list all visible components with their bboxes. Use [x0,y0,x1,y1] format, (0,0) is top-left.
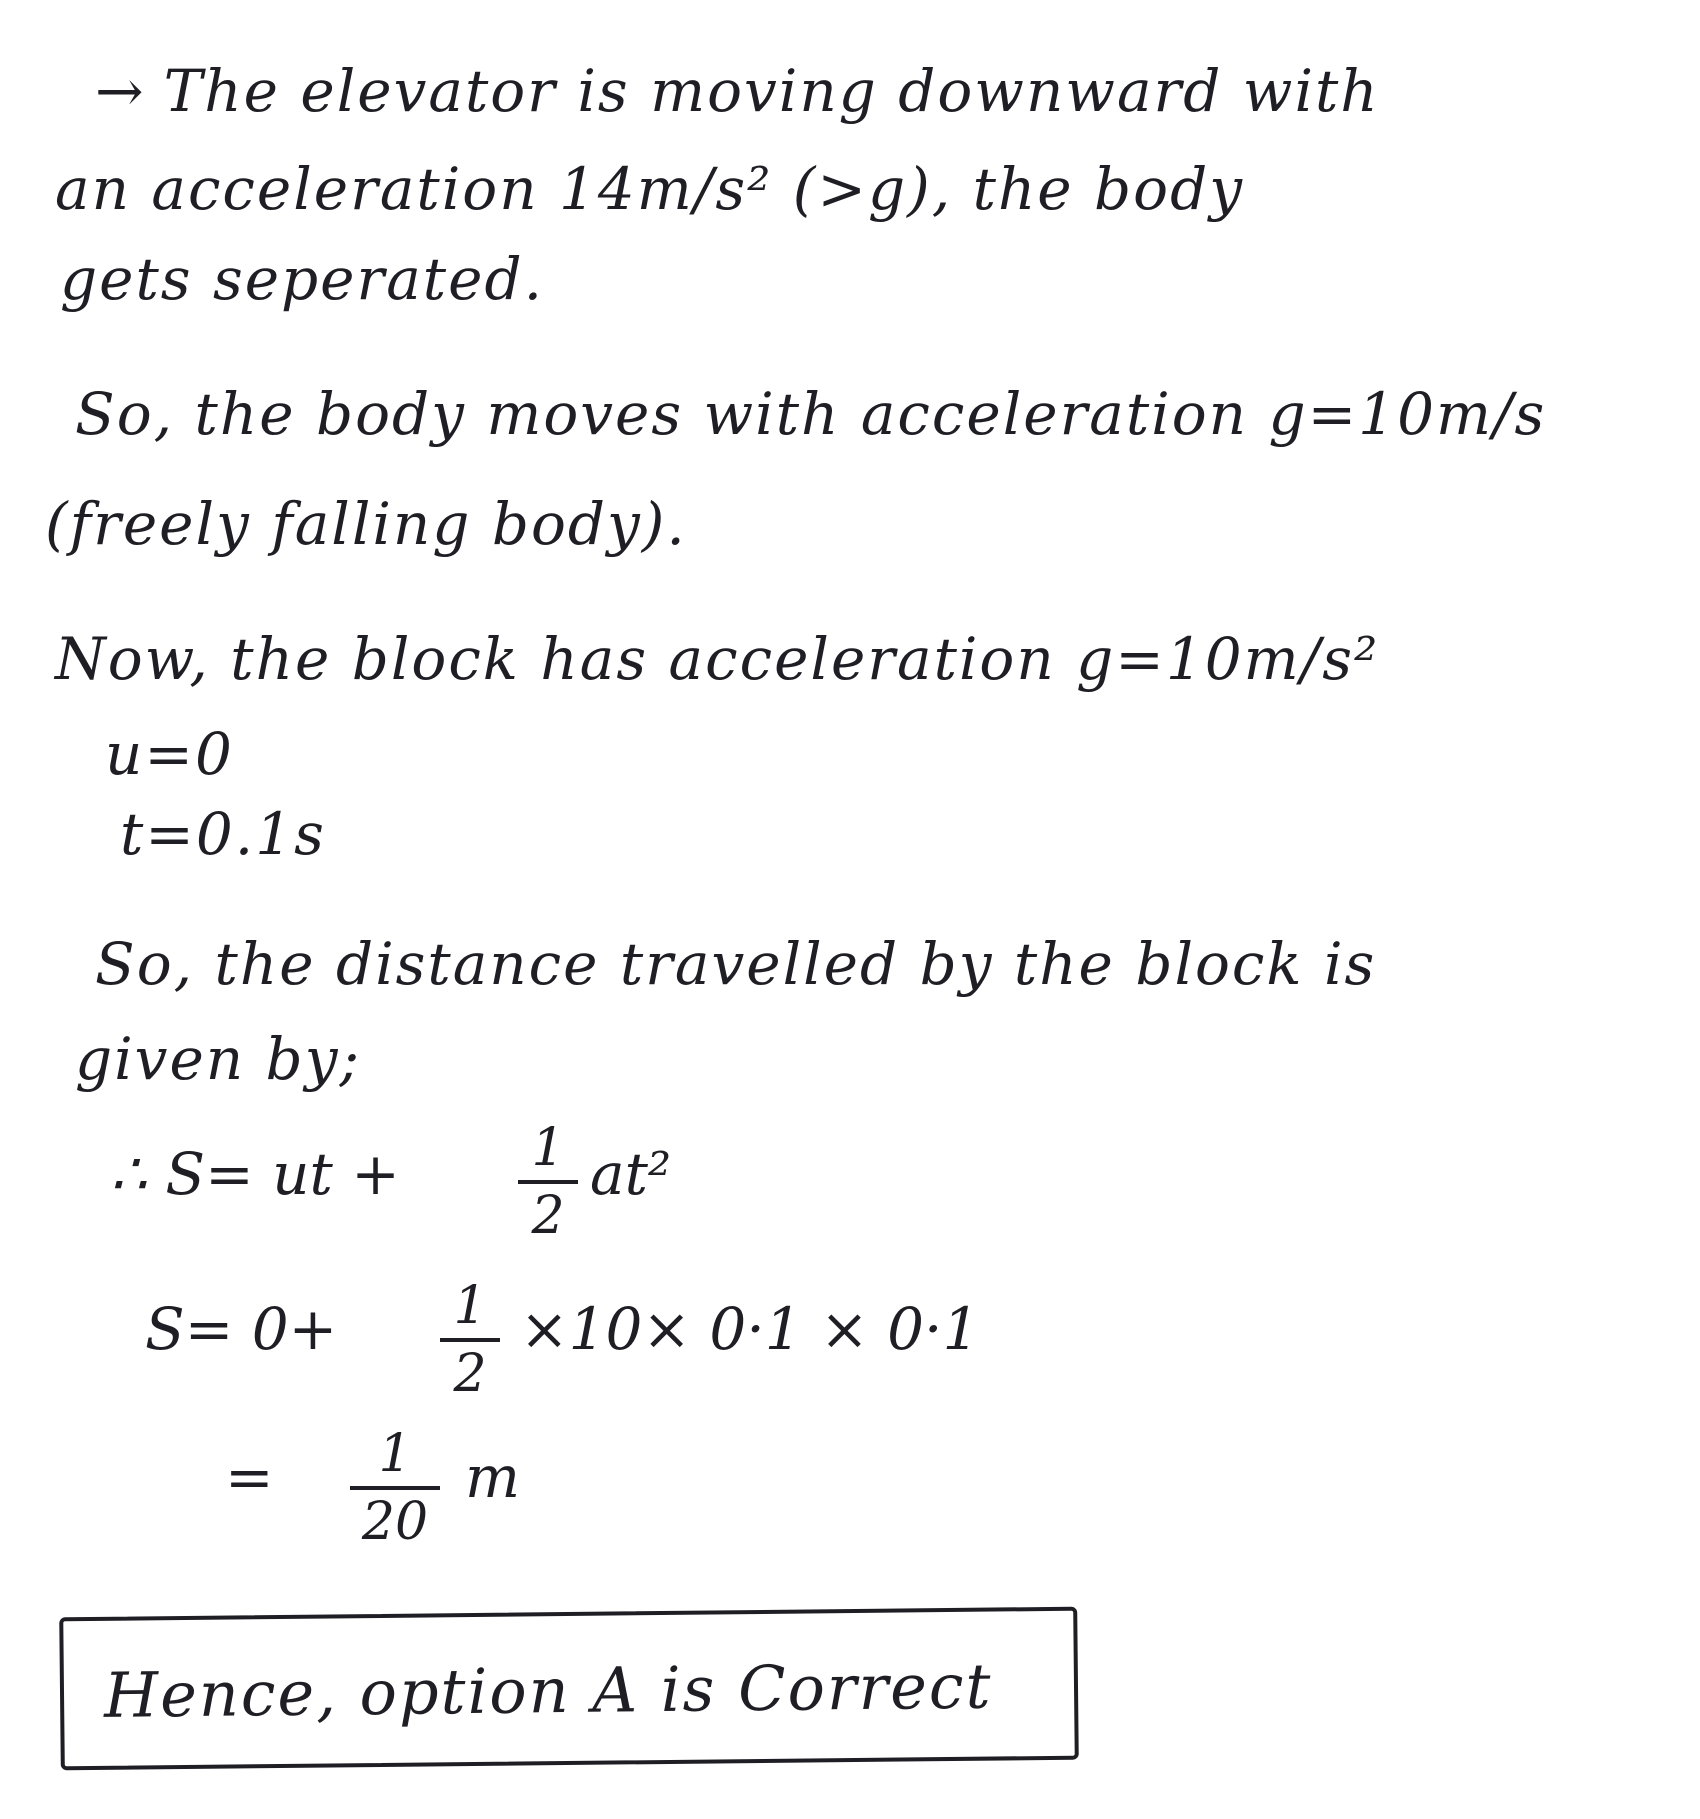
solution-line-4 [75,380,1547,448]
line-4-text: So, the body moves with acceleration g=10m/s [75,380,1547,448]
line-6-text: Now, the block has acceleration g=10m/s² [55,625,1380,693]
equation-1-fraction [518,1118,578,1246]
answer-box [59,1607,1079,1771]
final-answer-text: Hence, option A is Correct [103,1649,993,1732]
given-u [105,720,234,788]
line-3-text: gets seperated. [60,245,545,313]
solution-line-3 [60,245,545,313]
eq2-left-text: S= 0+ [145,1295,338,1363]
eq1-left-text: ∴ S= ut + [110,1140,400,1208]
given-t [120,800,326,868]
given-t-text: t=0.1s [120,800,326,868]
eq3-denominator: 20 [361,1492,429,1552]
solution-line-2 [55,155,1244,223]
eq3-left-text: = [225,1443,274,1511]
fraction-bar [440,1338,500,1342]
eq2-numerator: 1 [453,1276,487,1336]
equation-2-fraction [440,1276,500,1404]
fraction-bar [518,1180,578,1184]
eq3-unit-text: m [465,1443,520,1511]
line-7-text: So, the distance travelled by the block is [95,930,1377,998]
line-2-text: an acceleration 14m/s² (>g), the body [55,155,1244,223]
right-arrow-icon: → [95,57,146,125]
equation-1-left [110,1140,400,1208]
solution-line-6 [55,625,1380,693]
equation-2-left [145,1295,338,1363]
equation-2-right [520,1295,980,1363]
eq1-right-text: at² [590,1140,672,1208]
solution-line-7 [95,930,1377,998]
line-8-text: given by; [75,1025,361,1093]
eq2-denominator: 2 [453,1344,487,1404]
equation-1-right [590,1140,672,1208]
given-u-text: u=0 [105,720,234,788]
line-1-text: The elevator is moving downward with [163,57,1380,125]
equation-3-unit [465,1443,520,1511]
fraction-bar [350,1486,440,1490]
solution-line-8 [75,1025,361,1093]
solution-line-5 [45,490,687,558]
eq2-right-text: ×10× 0·1 × 0·1 [520,1295,980,1363]
equation-3-left [225,1443,274,1511]
eq1-numerator: 1 [531,1118,565,1178]
eq1-denominator: 2 [531,1186,565,1246]
equation-3-fraction [350,1424,440,1552]
solution-line-1 [95,57,1380,125]
eq3-numerator: 1 [378,1424,412,1484]
line-5-text: (freely falling body). [45,490,687,558]
